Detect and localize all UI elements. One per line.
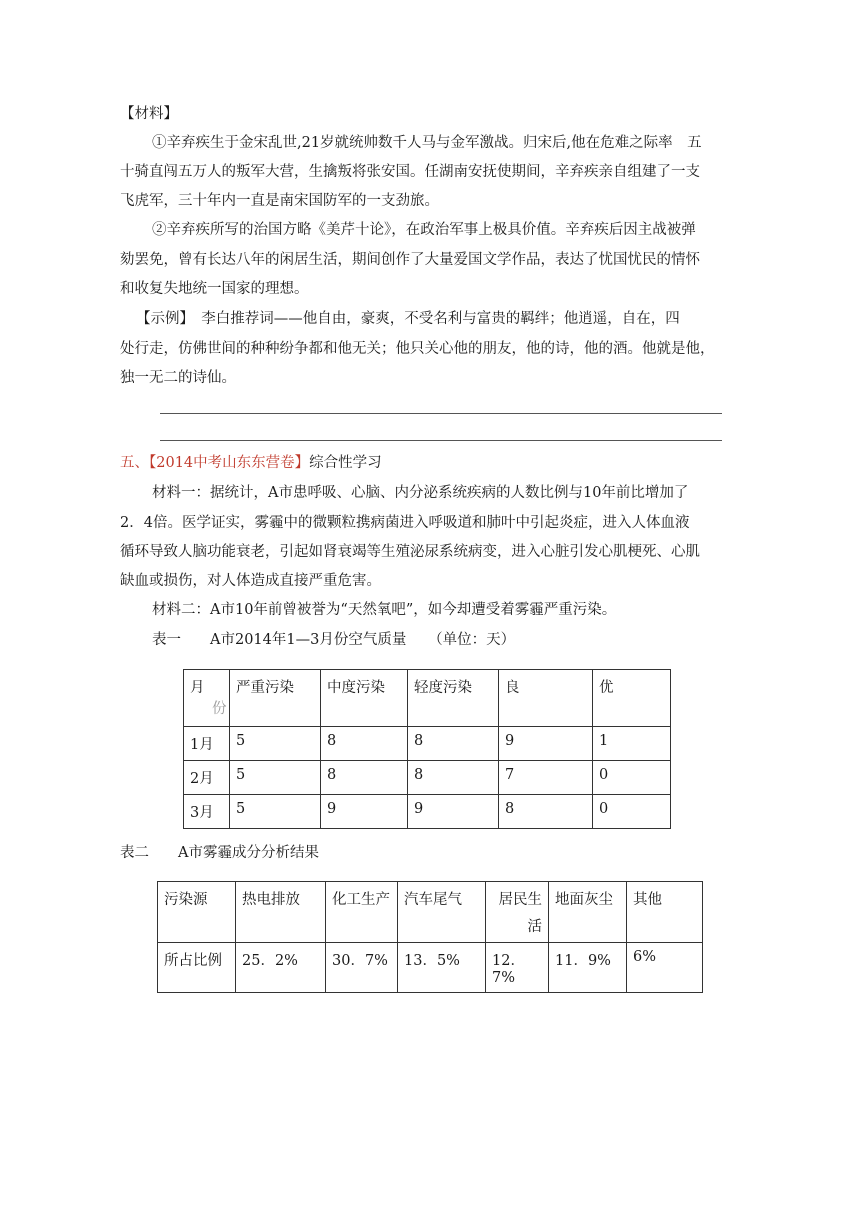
table-cell: 8 bbox=[321, 761, 408, 795]
material-one-line-2: 2．4倍。医学证实，雾霾中的微颗粒携病菌进入呼吸道和肺叶中引起炎症，进入人体血液 bbox=[120, 515, 690, 531]
table-cell: 5 bbox=[230, 761, 321, 795]
section-5-topic: 综合性学习 bbox=[309, 455, 382, 471]
material-1-line-3: 飞虎军，三十年内一直是南宋国防军的一支劲旅。 bbox=[120, 193, 439, 209]
section-5-heading bbox=[120, 453, 382, 473]
table-2-header-cell: 地面灰尘 bbox=[549, 882, 627, 943]
table-cell: 8 bbox=[408, 727, 499, 761]
table-row bbox=[184, 727, 671, 761]
table-1-caption: 表一 A市2014年1—3月份空气质量 （单位：天） bbox=[152, 632, 516, 648]
table-cell: 12．7% bbox=[486, 943, 549, 993]
material-one-line-3: 循环导致人脑功能衰老，引起如肾衰竭等生殖泌尿系统病变，进入心脏引发心肌梗死、心肌 bbox=[120, 544, 700, 560]
example-line-2: 处行走，仿佛世间的种种纷争都和他无关；他只关心他的朋友，他的诗，他的酒。他就是他， bbox=[120, 341, 715, 357]
table-cell: 5 bbox=[230, 727, 321, 761]
table-row bbox=[158, 943, 703, 993]
table-cell: 30．7% bbox=[326, 943, 398, 993]
table-row bbox=[184, 795, 671, 829]
table-2-header-row bbox=[158, 882, 703, 943]
table-cell: 9 bbox=[321, 795, 408, 829]
material-2-line-3: 和收复失地统一国家的理想。 bbox=[120, 281, 309, 297]
table-1-header-row bbox=[184, 670, 671, 727]
table-1-header-month bbox=[184, 670, 230, 727]
table-cell: 0 bbox=[593, 761, 671, 795]
table-2-header-text: 居民生 bbox=[498, 892, 542, 908]
table-2-header-cell: 汽车尾气 bbox=[398, 882, 486, 943]
table-cell: 8 bbox=[408, 761, 499, 795]
table-1 bbox=[183, 669, 671, 829]
table-1-month-cell: 1月 bbox=[184, 727, 230, 761]
material-1-line-1: ①辛弃疾生于金宋乱世,21岁就统帅数千人马与金军激战。归宋后,他在危难之际率 五 bbox=[152, 135, 702, 151]
table-cell: 1 bbox=[593, 727, 671, 761]
table-1-header-cell: 良 bbox=[499, 670, 593, 727]
table-cell: 9 bbox=[499, 727, 593, 761]
material-2-line-1: ②辛弃疾所写的治国方略《美芹十论》，在政治军事上极具价值。辛弃疾后因主战被弹 bbox=[152, 222, 696, 238]
table-2-header-wrap: 活 bbox=[527, 919, 542, 935]
table-1-month-cell: 2月 bbox=[184, 761, 230, 795]
table-cell: 0 bbox=[593, 795, 671, 829]
example-line-1: 【示例】 李白推荐词——他自由，豪爽，不受名利与富贵的羁绊；他逍遥，自在，四 bbox=[136, 311, 680, 327]
table-cell: 11．9% bbox=[549, 943, 627, 993]
material-1-line-2: 十骑直闯五万人的叛军大营，生擒叛将张安国。任湖南安抚使期间，辛弃疾亲自组建了一支 bbox=[120, 164, 700, 180]
table-cell: 8 bbox=[499, 795, 593, 829]
table-1-month-cell: 3月 bbox=[184, 795, 230, 829]
table-cell: 6% bbox=[627, 943, 703, 993]
table-2-header-cell: 热电排放 bbox=[236, 882, 326, 943]
table-1-header-month-char-1: 月 bbox=[190, 680, 205, 696]
material-heading: 【材料】 bbox=[120, 106, 178, 122]
table-1-header-month-char-2: 份 bbox=[212, 701, 227, 717]
table-2-header-cell: 化工生产 bbox=[326, 882, 398, 943]
material-two: 材料二：A市10年前曾被誉为“天然氧吧”，如今却遭受着雾霾严重污染。 bbox=[152, 602, 617, 618]
table-cell: 9 bbox=[408, 795, 499, 829]
table-1-header-cell: 轻度污染 bbox=[408, 670, 499, 727]
section-5-source: 【2014中考山东东营卷】 bbox=[149, 455, 310, 471]
section-5-number: 五、 bbox=[120, 455, 149, 471]
table-2-header-cell: 污染源 bbox=[158, 882, 236, 943]
table-1-header-cell: 中度污染 bbox=[321, 670, 408, 727]
material-one-line-1: 材料一：据统计，A市患呼吸、心脑、内分泌系统疾病的人数比例与10年前比增加了 bbox=[152, 485, 689, 501]
table-2-header-cell bbox=[486, 882, 549, 943]
table-cell: 13．5% bbox=[398, 943, 486, 993]
table-1-header-cell: 优 bbox=[593, 670, 671, 727]
table-cell: 7 bbox=[499, 761, 593, 795]
answer-line-2 bbox=[160, 440, 722, 441]
table-row bbox=[184, 761, 671, 795]
example-line-3: 独一无二的诗仙。 bbox=[120, 370, 236, 386]
table-cell: 8 bbox=[321, 727, 408, 761]
table-cell: 25．2% bbox=[236, 943, 326, 993]
table-2-row-label: 所占比例 bbox=[158, 943, 236, 993]
material-2-line-2: 劾罢免，曾有长达八年的闲居生活，期间创作了大量爱国文学作品，表达了忧国忧民的情怀 bbox=[120, 252, 700, 268]
answer-line-1 bbox=[160, 413, 722, 414]
material-one-line-4: 缺血或损伤，对人体造成直接严重危害。 bbox=[120, 573, 381, 589]
table-1-header-cell: 严重污染 bbox=[230, 670, 321, 727]
table-2-caption: 表二 A市雾霾成分分析结果 bbox=[120, 845, 319, 861]
table-cell: 5 bbox=[230, 795, 321, 829]
table-2-header-cell: 其他 bbox=[627, 882, 703, 943]
table-2 bbox=[157, 881, 703, 993]
